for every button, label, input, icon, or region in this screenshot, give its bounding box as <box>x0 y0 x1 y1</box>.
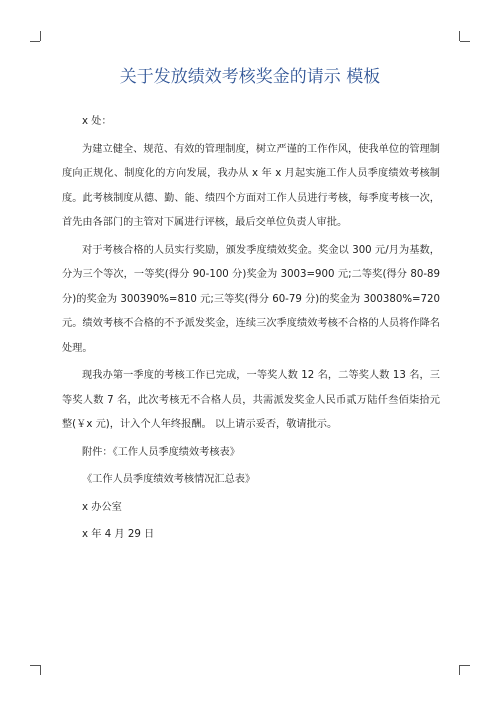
attachment-line: 附件：《工作人员季度绩效考核表》 <box>82 446 240 458</box>
crop-mark-bottom-right-v <box>459 665 460 675</box>
crop-mark-bottom-left-h <box>30 665 40 666</box>
crop-mark-top-left-h <box>30 41 40 42</box>
document-title: 关于发放绩效考核奖金的请示 模板 <box>119 67 381 87</box>
signature-office: x 办公室 <box>82 501 122 513</box>
crop-mark-top-right-h <box>460 41 470 42</box>
crop-mark-top-right-v <box>459 31 460 41</box>
crop-mark-bottom-left-v <box>40 665 41 675</box>
document-body <box>62 110 440 548</box>
body-paragraph: 现我办第一季度的考核工作已完成，一等奖人数 12 名，二等奖人数 13 名，三等奖人数 7 名，此次考核无不合格人员，共需派发奖金人民币贰万陆仟叁佰柒拾元整(￥x 元)，计入个人年终报酬。 以上请示妥否，敬请批示。 <box>62 370 440 430</box>
crop-mark-top-left-v <box>40 31 41 41</box>
attachment-line: 《工作人员季度绩效考核情况汇总表》 <box>82 474 256 485</box>
signature-date: x 年 4 月 29 日 <box>82 529 155 540</box>
body-paragraph: 为建立健全、规范、有效的管理制度，树立严谨的工作作风，使我单位的管理制度向正规化、制度化的方向发展，我办从 x 年 x 月起实施工作人员季度绩效考核制度。此考核制度从德、勤、能、绩四个方面对工作人员进行考核，每季度考核一次，首先由各部门的主管对下属进行评核，最后交单位负责人审批。 <box>62 143 440 228</box>
salutation: x 处： <box>82 116 112 127</box>
crop-mark-bottom-right-h <box>460 665 470 666</box>
body-paragraph: 对于考核合格的人员实行奖励，颁发季度绩效奖金。奖金以 300 元/月为基数，分为三个等次，一等奖(得分 90-100 分)奖金为 3003=900 元;二等奖(得分 80-89 分)的奖金为 300390%=810 元;三等奖(得分 60-79 分)的奖金为 300380%=720 元。绩效考核不合格的不予派发奖金，连续三次季度绩效考核不合格的人员将作降名处理。 <box>62 244 440 354</box>
